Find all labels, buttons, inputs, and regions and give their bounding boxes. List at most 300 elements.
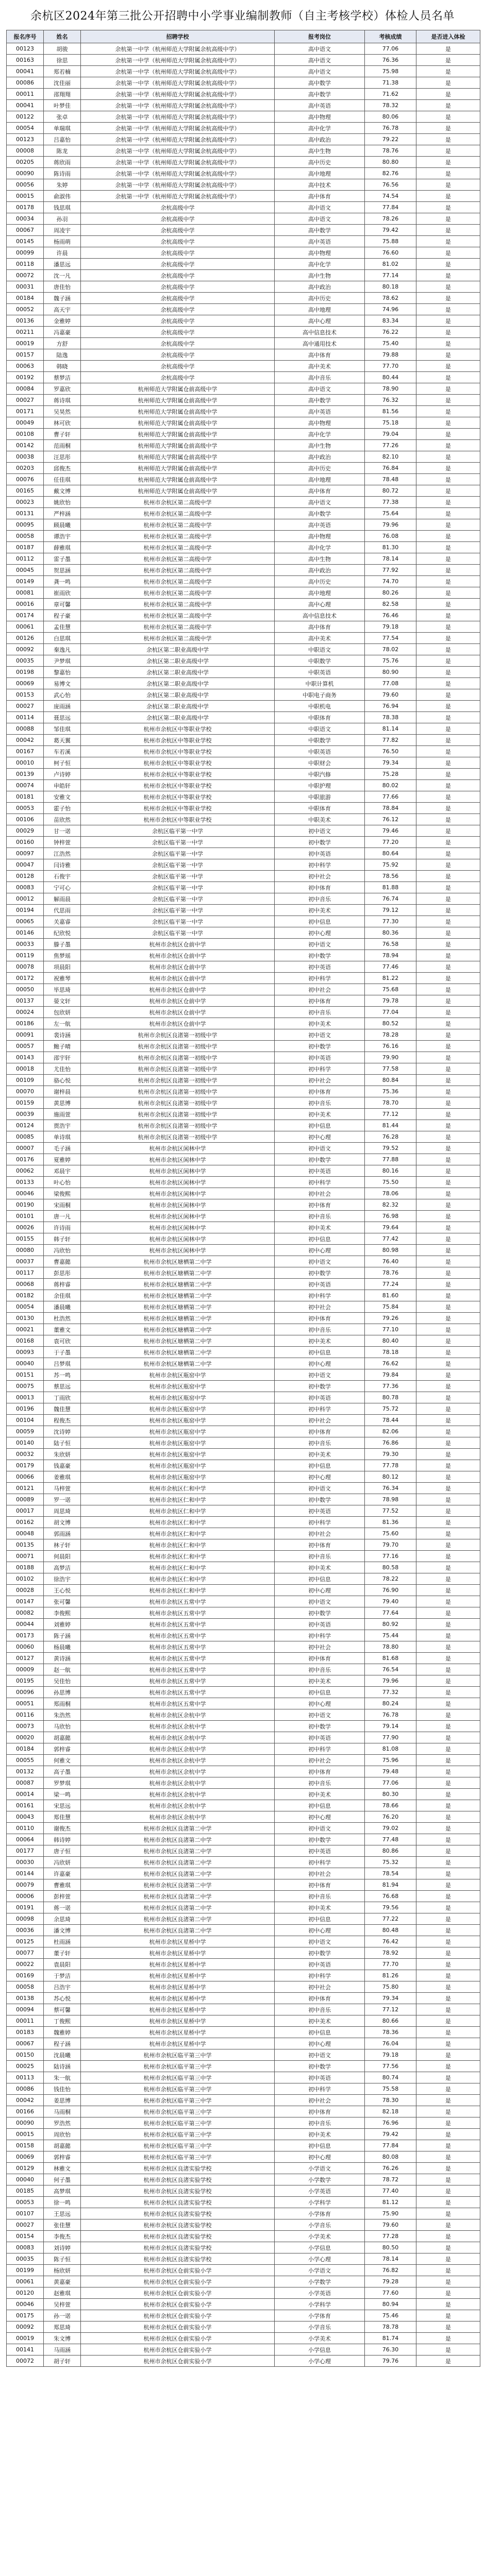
- exam-cell: 是: [416, 1528, 480, 1539]
- reg-no-cell: 00133: [7, 1177, 44, 1188]
- position-cell: 初中美术: [275, 1018, 365, 1029]
- reg-no-cell: 00090: [7, 2117, 44, 2129]
- score-cell: 76.84: [365, 463, 416, 474]
- table-row: [7, 361, 480, 372]
- position-cell: 高中音乐: [275, 372, 365, 383]
- candidate-table: [6, 30, 480, 2367]
- score-cell: 78.76: [365, 1267, 416, 1279]
- table-row: [7, 633, 480, 644]
- reg-no-cell: 00053: [7, 803, 44, 814]
- score-cell: 77.28: [365, 2231, 416, 2242]
- score-cell: 78.22: [365, 1573, 416, 1585]
- school-cell: 杭州市余杭区星桥中学: [81, 1947, 275, 1959]
- reg-no-cell: 00019: [7, 338, 44, 349]
- exam-cell: 是: [416, 1777, 480, 1789]
- name-cell: 余佳琪: [44, 1290, 81, 1301]
- school-cell: 余杭区临平第一中学: [81, 859, 275, 871]
- score-cell: 79.60: [365, 2219, 416, 2231]
- score-cell: 83.34: [365, 315, 416, 327]
- score-cell: 80.98: [365, 1245, 416, 1256]
- school-cell: 杭州市余杭区仓前实验小学: [81, 2355, 275, 2367]
- score-cell: 81.44: [365, 1120, 416, 1131]
- exam-cell: 是: [416, 225, 480, 236]
- position-cell: 高中英语: [275, 236, 365, 247]
- position-cell: 初中科学: [275, 1063, 365, 1075]
- name-cell: 杜浩然: [44, 1313, 81, 1324]
- score-cell: 80.94: [365, 2299, 416, 2310]
- name-cell: 陈子涵: [44, 1630, 81, 1641]
- position-cell: 高中通用技术: [275, 338, 365, 349]
- position-cell: 中职体育: [275, 803, 365, 814]
- reg-no-cell: 00036: [7, 1925, 44, 1936]
- position-cell: 小学科学: [275, 2299, 365, 2310]
- position-cell: 高中历史: [275, 157, 365, 168]
- position-cell: 高中生物: [275, 440, 365, 451]
- reg-no-cell: 00010: [7, 757, 44, 769]
- school-cell: 余杭第一中学（杭州师范大学附属余杭高级中学）: [81, 100, 275, 111]
- exam-cell: 是: [416, 927, 480, 939]
- table-row: [7, 950, 480, 961]
- exam-cell: 是: [416, 293, 480, 304]
- position-cell: 初中科学: [275, 2083, 365, 2095]
- name-cell: 冯欣怡: [44, 1245, 81, 1256]
- score-cell: 75.50: [365, 1177, 416, 1188]
- school-cell: 余杭第一中学（杭州师范大学附属余杭高级中学）: [81, 43, 275, 55]
- table-row: [7, 293, 480, 304]
- table-row: [7, 2231, 480, 2242]
- position-cell: 中职财会: [275, 757, 365, 769]
- name-cell: 尤佳怡: [44, 1063, 81, 1075]
- score-cell: 77.88: [365, 1154, 416, 1165]
- school-cell: 余杭高级中学: [81, 270, 275, 281]
- exam-cell: 是: [416, 349, 480, 361]
- reg-no-cell: 00162: [7, 1517, 44, 1528]
- name-cell: 陆逸: [44, 349, 81, 361]
- school-cell: 杭州市余杭区瓶窑中学: [81, 1437, 275, 1449]
- reg-no-cell: 00019: [7, 2333, 44, 2344]
- reg-no-cell: 00106: [7, 814, 44, 825]
- school-cell: 杭州市余杭区良渚第二中学: [81, 1925, 275, 1936]
- table-row: [7, 599, 480, 610]
- table-row: [7, 882, 480, 893]
- school-cell: 杭州市余杭区良渚第二中学: [81, 1891, 275, 1902]
- reg-no-cell: 00199: [7, 2265, 44, 2276]
- name-cell: 谢梓晨: [44, 1086, 81, 1097]
- reg-no-cell: 00074: [7, 780, 44, 791]
- school-cell: 余杭第一中学（杭州师范大学附属余杭高级中学）: [81, 77, 275, 89]
- reg-no-cell: 00056: [7, 179, 44, 191]
- name-cell: 胡文博: [44, 1517, 81, 1528]
- exam-cell: 是: [416, 134, 480, 145]
- position-cell: 高中语文: [275, 43, 365, 55]
- position-cell: 高中数学: [275, 508, 365, 519]
- score-cell: 80.64: [365, 848, 416, 859]
- exam-cell: 是: [416, 1109, 480, 1120]
- reg-no-cell: 00075: [7, 1381, 44, 1392]
- position-cell: 小学数学: [275, 2174, 365, 2185]
- name-cell: 高天宇: [44, 304, 81, 315]
- name-cell: 杨雨萌: [44, 236, 81, 247]
- reg-no-cell: 00155: [7, 1233, 44, 1245]
- school-cell: 杭州市余杭区瓶窑中学: [81, 1460, 275, 1471]
- name-cell: 郭梓睿: [44, 2151, 81, 2163]
- score-cell: 76.78: [365, 123, 416, 134]
- school-cell: 杭州市余杭区第二高级中学: [81, 576, 275, 587]
- name-cell: 袁晨阳: [44, 1959, 81, 1970]
- name-cell: 赵一航: [44, 1664, 81, 1675]
- reg-no-cell: 00198: [7, 667, 44, 678]
- score-cell: 75.64: [365, 508, 416, 519]
- name-cell: 朱一航: [44, 2072, 81, 2083]
- reg-no-cell: 00167: [7, 746, 44, 757]
- name-cell: 程子豪: [44, 610, 81, 621]
- position-cell: 高中地理: [275, 587, 365, 599]
- position-cell: 初中数学: [275, 950, 365, 961]
- table-row: [7, 349, 480, 361]
- reg-no-cell: 00007: [7, 1143, 44, 1154]
- reg-no-cell: 00058: [7, 531, 44, 542]
- exam-cell: 是: [416, 1097, 480, 1109]
- score-cell: 76.46: [365, 610, 416, 621]
- exam-cell: 是: [416, 2321, 480, 2333]
- name-cell: 孟佳慧: [44, 621, 81, 633]
- score-cell: 78.66: [365, 1800, 416, 1811]
- table-row: [7, 1154, 480, 1165]
- position-cell: 初中信息: [275, 1460, 365, 1471]
- name-cell: 杜雨涵: [44, 1936, 81, 1947]
- score-cell: 80.40: [365, 1335, 416, 1347]
- school-cell: 杭州市余杭区临平第三中学: [81, 2151, 275, 2163]
- school-cell: 杭州市余杭区五常中学: [81, 1653, 275, 1664]
- reg-no-cell: 00025: [7, 2061, 44, 2072]
- school-cell: 余杭高级中学: [81, 372, 275, 383]
- score-cell: 81.26: [365, 1970, 416, 1981]
- name-cell: 滕子墨: [44, 939, 81, 950]
- school-cell: 杭州师范大学附属仓前高级中学: [81, 395, 275, 406]
- reg-no-cell: 00153: [7, 689, 44, 701]
- school-cell: 余杭区临平第一中学: [81, 871, 275, 882]
- name-cell: 何雅文: [44, 1755, 81, 1766]
- reg-no-cell: 00184: [7, 1743, 44, 1755]
- school-cell: 杭州市余杭区第二高级中学: [81, 531, 275, 542]
- position-cell: 中职护理: [275, 780, 365, 791]
- score-cell: 75.80: [365, 1981, 416, 1993]
- table-row: [7, 531, 480, 542]
- position-cell: 初中科学: [275, 973, 365, 984]
- reg-no-cell: 00021: [7, 1324, 44, 1335]
- name-cell: 陆诗涵: [44, 2061, 81, 2072]
- exam-cell: 是: [416, 531, 480, 542]
- exam-cell: 是: [416, 565, 480, 576]
- name-cell: 钱嘉豪: [44, 1460, 81, 1471]
- exam-cell: 是: [416, 1381, 480, 1392]
- table-row: [7, 1381, 480, 1392]
- school-cell: 杭州市余杭区瓶窑中学: [81, 1449, 275, 1460]
- exam-cell: 是: [416, 1120, 480, 1131]
- score-cell: 80.30: [365, 1789, 416, 1800]
- reg-no-cell: 00177: [7, 1845, 44, 1857]
- position-cell: 初中社会: [275, 1301, 365, 1313]
- name-cell: 曹嘉懿: [44, 1256, 81, 1267]
- score-cell: 81.12: [365, 2197, 416, 2208]
- exam-cell: 是: [416, 610, 480, 621]
- table-row: [7, 1335, 480, 1347]
- name-cell: 毛子涵: [44, 1143, 81, 1154]
- table-row: [7, 1573, 480, 1585]
- reg-no-cell: 00095: [7, 519, 44, 531]
- name-cell: 吕浩宇: [44, 1981, 81, 1993]
- exam-cell: 是: [416, 599, 480, 610]
- table-row: [7, 542, 480, 553]
- position-cell: 中职数学: [275, 655, 365, 667]
- position-cell: 中职计算机: [275, 678, 365, 689]
- name-cell: 丁雨欣: [44, 1392, 81, 1403]
- name-cell: 马欣怡: [44, 1721, 81, 1732]
- school-cell: 杭州市余杭区仓前中学: [81, 961, 275, 973]
- position-cell: 高中英语: [275, 406, 365, 417]
- school-cell: 余杭区第二职业高级中学: [81, 701, 275, 712]
- reg-no-cell: 00165: [7, 485, 44, 497]
- school-cell: 杭州市余杭区中等职业学校: [81, 814, 275, 825]
- exam-cell: 是: [416, 2027, 480, 2038]
- school-cell: 杭州市余杭区闲林中学: [81, 1165, 275, 1177]
- score-cell: 80.48: [365, 1925, 416, 1936]
- reg-no-cell: 00203: [7, 463, 44, 474]
- school-cell: 杭州市余杭区仓前实验小学: [81, 2310, 275, 2321]
- table-row: [7, 1607, 480, 1619]
- reg-no-cell: 00073: [7, 1721, 44, 1732]
- table-row: [7, 1392, 480, 1403]
- reg-no-cell: 00142: [7, 440, 44, 451]
- exam-cell: 是: [416, 111, 480, 123]
- name-cell: 胡子轩: [44, 2355, 81, 2367]
- table-row: [7, 553, 480, 565]
- table-row: [7, 1641, 480, 1653]
- table-row: [7, 1970, 480, 1981]
- exam-cell: 是: [416, 701, 480, 712]
- school-cell: 杭州市余杭区星桥中学: [81, 2015, 275, 2027]
- exam-cell: 是: [416, 633, 480, 644]
- table-row: [7, 961, 480, 973]
- table-row: [7, 2061, 480, 2072]
- school-cell: 杭州市余杭区良渚实验学校: [81, 2253, 275, 2265]
- score-cell: 77.40: [365, 2185, 416, 2197]
- name-cell: 马梓萱: [44, 1483, 81, 1494]
- score-cell: 80.74: [365, 2072, 416, 2083]
- score-cell: 78.94: [365, 950, 416, 961]
- school-cell: 余杭区临平第一中学: [81, 825, 275, 837]
- score-cell: 75.84: [365, 1301, 416, 1313]
- table-row: [7, 2015, 480, 2027]
- reg-no-cell: 00159: [7, 1097, 44, 1109]
- reg-no-cell: 00047: [7, 859, 44, 871]
- score-cell: 77.58: [365, 1063, 416, 1075]
- school-cell: 杭州市余杭区良渚第二中学: [81, 1845, 275, 1857]
- reg-no-cell: 00085: [7, 1131, 44, 1143]
- exam-cell: 是: [416, 1551, 480, 1562]
- position-cell: 中职语文: [275, 644, 365, 655]
- school-cell: 杭州市余杭区第二高级中学: [81, 553, 275, 565]
- score-cell: 77.90: [365, 1732, 416, 1743]
- position-cell: 初中科学: [275, 1403, 365, 1415]
- school-cell: 杭州市余杭区临平第三中学: [81, 2095, 275, 2106]
- table-row: [7, 1664, 480, 1675]
- school-cell: 杭州市余杭区良渚第二中学: [81, 1868, 275, 1879]
- name-cell: 蒋一诺: [44, 1902, 81, 1913]
- table-row: [7, 746, 480, 757]
- table-row: [7, 1539, 480, 1551]
- school-cell: 杭州市余杭区良渚第一初级中学: [81, 1052, 275, 1063]
- position-cell: 初中美术: [275, 1562, 365, 1573]
- name-cell: 罗浩然: [44, 2117, 81, 2129]
- score-cell: 77.78: [365, 1460, 416, 1471]
- reg-no-cell: 00083: [7, 2242, 44, 2253]
- exam-cell: 是: [416, 2163, 480, 2174]
- table-row: [7, 1562, 480, 1573]
- position-cell: 初中心理: [275, 927, 365, 939]
- reg-no-cell: 00160: [7, 837, 44, 848]
- school-cell: 杭州市余杭区仓前实验小学: [81, 2265, 275, 2276]
- table-row: [7, 1698, 480, 1709]
- exam-cell: 是: [416, 1437, 480, 1449]
- exam-cell: 是: [416, 2219, 480, 2231]
- reg-no-cell: 00171: [7, 406, 44, 417]
- table-row: [7, 2163, 480, 2174]
- table-row: [7, 565, 480, 576]
- position-cell: 初中心理: [275, 1811, 365, 1823]
- school-cell: 杭州市余杭区中等职业学校: [81, 735, 275, 746]
- exam-cell: 是: [416, 1517, 480, 1528]
- exam-cell: 是: [416, 2197, 480, 2208]
- table-row: [7, 2310, 480, 2321]
- exam-cell: 是: [416, 1483, 480, 1494]
- exam-cell: 是: [416, 905, 480, 916]
- position-cell: 小学语文: [275, 2265, 365, 2276]
- reg-no-cell: 00016: [7, 599, 44, 610]
- position-cell: 初中社会: [275, 2095, 365, 2106]
- table-row: [7, 939, 480, 950]
- school-cell: 杭州市余杭区良渚实验学校: [81, 2219, 275, 2231]
- table-row: [7, 395, 480, 406]
- exam-cell: 是: [416, 1675, 480, 1687]
- score-cell: 77.06: [365, 1777, 416, 1789]
- exam-cell: 是: [416, 2333, 480, 2344]
- table-row: [7, 701, 480, 712]
- reg-no-cell: 00166: [7, 2106, 44, 2117]
- position-cell: 初中语文: [275, 1029, 365, 1041]
- table-row: [7, 1721, 480, 1732]
- school-cell: 杭州市余杭区闲林中学: [81, 1143, 275, 1154]
- score-cell: 78.26: [365, 213, 416, 225]
- reg-no-cell: 00045: [7, 565, 44, 576]
- exam-cell: 是: [416, 89, 480, 100]
- reg-no-cell: 00008: [7, 145, 44, 157]
- school-cell: 杭州市余杭区良渚第二中学: [81, 1913, 275, 1925]
- exam-cell: 是: [416, 1211, 480, 1222]
- position-cell: 高中体育: [275, 191, 365, 202]
- score-cell: 80.02: [365, 780, 416, 791]
- score-cell: 78.56: [365, 871, 416, 882]
- school-cell: 杭州市余杭区瓶窑中学: [81, 1471, 275, 1483]
- exam-cell: 是: [416, 825, 480, 837]
- table-row: [7, 191, 480, 202]
- name-cell: 申皓轩: [44, 780, 81, 791]
- school-cell: 杭州师范大学附属仓前高级中学: [81, 417, 275, 429]
- name-cell: 武心怡: [44, 689, 81, 701]
- reg-no-cell: 00052: [7, 304, 44, 315]
- position-cell: 初中数学: [275, 1494, 365, 1505]
- reg-no-cell: 00067: [7, 225, 44, 236]
- school-cell: 杭州市余杭区仓前中学: [81, 995, 275, 1007]
- school-cell: 杭州市余杭区仓前中学: [81, 950, 275, 961]
- exam-cell: 是: [416, 2129, 480, 2140]
- position-cell: 初中语文: [275, 1596, 365, 1607]
- exam-cell: 是: [416, 1562, 480, 1573]
- position-cell: 初中科学: [275, 1630, 365, 1641]
- position-cell: 高中物理: [275, 531, 365, 542]
- table-row: [7, 769, 480, 780]
- table-row: [7, 281, 480, 293]
- exam-cell: 是: [416, 1619, 480, 1630]
- school-cell: 杭州市余杭区五常中学: [81, 1619, 275, 1630]
- exam-cell: 是: [416, 950, 480, 961]
- name-cell: 张佳慧: [44, 2219, 81, 2231]
- table-row: [7, 1777, 480, 1789]
- table-row: [7, 2219, 480, 2231]
- name-cell: 贾浩宇: [44, 1120, 81, 1131]
- score-cell: 80.84: [365, 1075, 416, 1086]
- school-cell: 余杭高级中学: [81, 315, 275, 327]
- position-cell: 初中科学: [275, 1743, 365, 1755]
- name-cell: 张可馨: [44, 1596, 81, 1607]
- reg-no-cell: 00190: [7, 1199, 44, 1211]
- reg-no-cell: 00132: [7, 1766, 44, 1777]
- school-cell: 余杭高级中学: [81, 304, 275, 315]
- name-cell: 赵雅琪: [44, 2287, 81, 2299]
- position-cell: 高中心理: [275, 599, 365, 610]
- exam-cell: 是: [416, 655, 480, 667]
- school-cell: 杭州市余杭区塘栖第二中学: [81, 1324, 275, 1335]
- school-cell: 杭州市余杭区五常中学: [81, 1607, 275, 1619]
- name-cell: 杨欣妍: [44, 2265, 81, 2276]
- school-cell: 杭州市余杭区仁和中学: [81, 1528, 275, 1539]
- name-cell: 孙思博: [44, 1687, 81, 1698]
- position-cell: 初中美术: [275, 1222, 365, 1233]
- table-row: [7, 77, 480, 89]
- school-cell: 杭州市余杭区塘栖第二中学: [81, 1313, 275, 1324]
- score-cell: 77.30: [365, 916, 416, 927]
- score-cell: 77.82: [365, 735, 416, 746]
- name-cell: 董雅文: [44, 1324, 81, 1335]
- score-cell: 82.32: [365, 1199, 416, 1211]
- position-cell: 初中体育: [275, 1086, 365, 1097]
- exam-cell: 是: [416, 1505, 480, 1517]
- name-cell: 潘晨曦: [44, 1301, 81, 1313]
- exam-cell: 是: [416, 327, 480, 338]
- table-row: [7, 168, 480, 179]
- name-cell: 钱佳怡: [44, 2083, 81, 2095]
- score-cell: 80.86: [365, 1845, 416, 1857]
- table-row: [7, 1630, 480, 1641]
- name-cell: 梁俊熙: [44, 1188, 81, 1199]
- score-cell: 78.80: [365, 1641, 416, 1653]
- position-cell: 中职旅游: [275, 791, 365, 803]
- exam-cell: 是: [416, 871, 480, 882]
- position-cell: 高中物理: [275, 111, 365, 123]
- table-row: [7, 1211, 480, 1222]
- exam-cell: 是: [416, 1834, 480, 1845]
- table-row: [7, 1517, 480, 1528]
